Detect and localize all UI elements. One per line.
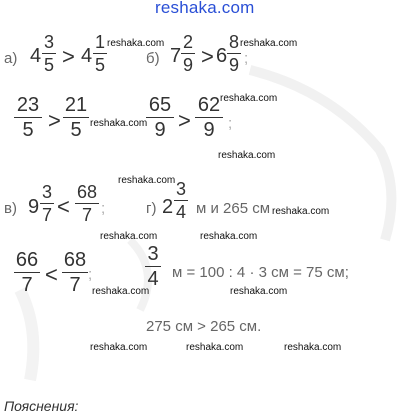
watermark: reshaka.com [240, 38, 298, 49]
numerator: 1 [94, 32, 105, 52]
part-a-fraction-right [93, 33, 107, 74]
watermark: reshaka.com [107, 38, 165, 49]
watermark: reshaka.com [284, 342, 342, 353]
part-a-whole-right: 4 [81, 45, 93, 67]
part-a-fraction-left [42, 33, 56, 74]
part-a-operator: > [62, 44, 75, 69]
watermark: reshaka.com [186, 342, 244, 353]
part-b-whole-left: 7 [170, 45, 182, 67]
site-title[interactable]: reshaka.com [155, 0, 255, 17]
watermark: reshaka.com [230, 286, 288, 297]
denominator: 5 [70, 119, 82, 141]
watermark: reshaka.com [118, 175, 176, 186]
denominator: 9 [154, 119, 166, 141]
row4-operator: < [45, 262, 58, 287]
part-b-fraction-left [181, 33, 195, 74]
numerator: 68 [63, 249, 87, 271]
denominator: 7 [69, 274, 81, 296]
part-g-label: г) [146, 200, 157, 217]
part-b-label: б) [146, 50, 160, 67]
denominator: 9 [182, 55, 193, 75]
denominator: 9 [228, 55, 239, 75]
fraction-66-7 [14, 250, 40, 295]
denominator: 9 [203, 119, 215, 141]
numerator: 3 [147, 243, 159, 265]
part-g-fraction [174, 180, 188, 221]
numerator: 2 [182, 32, 193, 52]
watermark: reshaka.com [272, 206, 330, 217]
denominator: 7 [41, 205, 52, 225]
denominator: 5 [22, 119, 34, 141]
watermark: reshaka.com [218, 150, 276, 161]
numerator: 3 [175, 179, 186, 199]
numerator: 65 [148, 94, 172, 116]
part-v-fraction [40, 183, 54, 224]
conclusion: 275 см > 265 см. [146, 318, 262, 335]
fraction-68-7 [62, 250, 88, 295]
watermark: reshaka.com [90, 342, 148, 353]
fraction-23-5 [14, 95, 42, 140]
denominator: 5 [43, 55, 54, 75]
part-b-whole-right: 6 [216, 45, 228, 67]
part-v-label: в) [4, 200, 17, 217]
part-v-fraction-right [75, 183, 99, 224]
denominator: 4 [175, 202, 186, 222]
part-b-operator: > [201, 44, 214, 69]
denominator: 7 [21, 274, 33, 296]
part-a-whole-left: 4 [30, 45, 42, 67]
watermark: reshaka.com [220, 93, 278, 104]
part-b-tail: ; [244, 50, 249, 67]
part-v-operator: < [57, 194, 70, 219]
numerator: 8 [228, 32, 239, 52]
row2-operator-2: > [178, 108, 191, 133]
denominator: 5 [94, 55, 105, 75]
explanations-heading: Пояснения: [4, 398, 79, 414]
numerator: 66 [15, 249, 39, 271]
part-g-fraction-three-quarters [145, 244, 161, 289]
watermark: reshaka.com [92, 286, 150, 297]
fraction-65-9 [146, 95, 174, 140]
part-v-whole: 9 [28, 196, 40, 218]
row4-tail: ; [88, 266, 93, 283]
row2-tail: ; [228, 115, 233, 132]
watermark: reshaka.com [200, 231, 258, 242]
numerator: 62 [197, 94, 221, 116]
part-g-whole: 2 [162, 196, 174, 218]
numerator: 3 [41, 182, 52, 202]
numerator: 23 [16, 94, 40, 116]
part-v-tail: ; [101, 200, 106, 217]
part-g-calculation: м = 100 : 4 · 3 см = 75 см; [172, 264, 349, 281]
fraction-62-9 [195, 95, 223, 140]
numerator: 68 [76, 182, 98, 202]
watermark: reshaka.com [90, 118, 148, 129]
part-g-text: м и 265 см [196, 200, 271, 217]
watermark: reshaka.com [100, 231, 158, 242]
denominator: 4 [147, 268, 159, 290]
numerator: 3 [43, 32, 54, 52]
row2-operator-1: > [48, 108, 61, 133]
denominator: 7 [81, 205, 92, 225]
fraction-21-5 [63, 95, 89, 140]
numerator: 21 [64, 94, 88, 116]
part-b-fraction-right [227, 33, 241, 74]
part-a-label: а) [4, 50, 18, 67]
